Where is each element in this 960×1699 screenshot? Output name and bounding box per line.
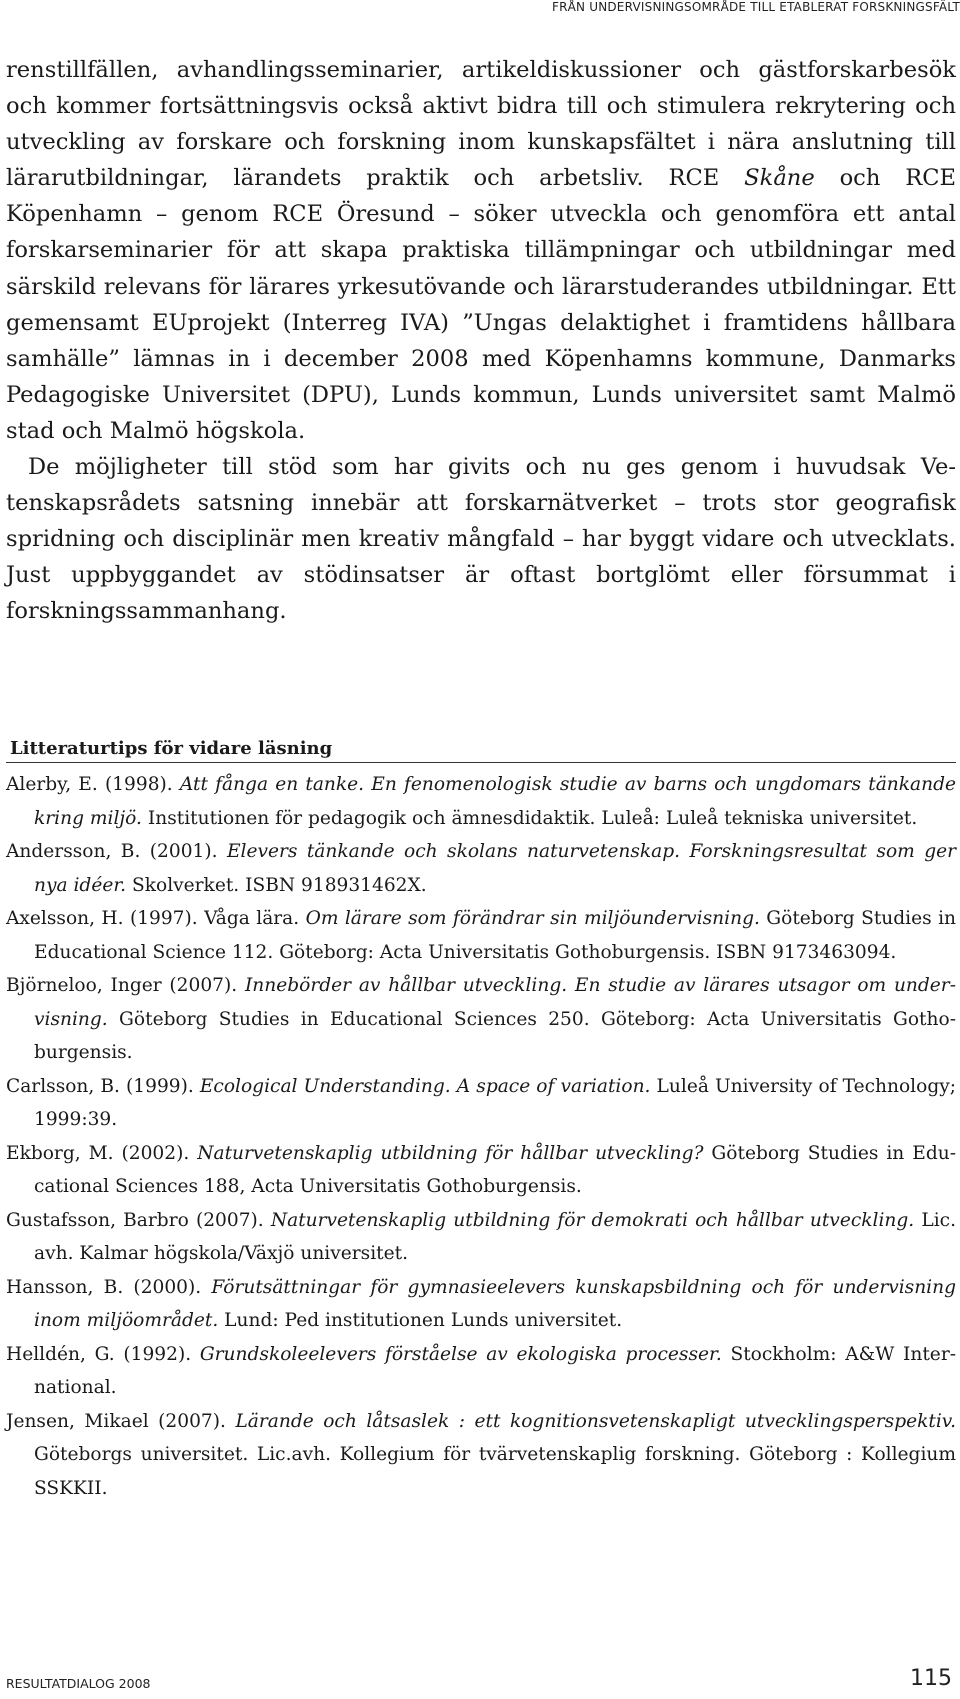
reference-item [6, 1405, 956, 1506]
body-text [6, 52, 956, 630]
reference-publisher: Stockholm: A&W International. [34, 1343, 956, 1398]
reference-title: Att fånga en tanke. En fenomenologisk studie av barns och ungdomars tänkande kring miljö. [34, 774, 956, 829]
reference-item [6, 768, 956, 835]
reference-item [6, 1070, 956, 1137]
reference-item [6, 902, 956, 969]
reference-title: Naturvetenskaplig utbildning för demokrati och hållbar utveckling. [270, 1209, 915, 1231]
reference-title: Om lärare som förändrar sin miljöundervisning. [305, 908, 760, 929]
paragraph-1-part-2: och RCE Köpenhamn – genom RCE Öresund – söker utveckla och genomföra ett antal forskarseminarier för att skapa praktiska tillämpningar och utbildningar med särskild relevans för lärares yrkesutövande och lärarstuderandes utbildningar. Ett gemensamt EUprojekt (Interreg IVA) ”Ungas delaktighet i framtidens hållbara samhälle” lämnas in i december 2008 med Köpenhamns kommune, Danmarks Pedagogiske Universitet (DPU), Lunds kommun, Lunds universitet samt Malmö stad och Malmö högskola. [6, 165, 957, 444]
reference-author: Gustafsson, Barbro (2007). [6, 1209, 271, 1231]
reference-publisher: Göteborg Studies in Educational Sciences 188, Acta Universitatis Gothoburgensis. [34, 1142, 956, 1197]
reference-publisher: Göteborg Studies in Educational Sciences 250. Göteborg: Acta Universitatis Gothoburgensis. [34, 1008, 956, 1063]
reference-author: Carlsson, B. (1999). [6, 1075, 200, 1097]
reference-item [6, 1137, 956, 1204]
reference-publisher: Institutionen för pedagogik och ämnesdidaktik. Luleå: Luleå tekniska universitet. [141, 807, 918, 829]
page-number: 115 [910, 1666, 952, 1691]
references-heading [6, 737, 956, 763]
reference-title: Naturvetenskaplig utbildning för hållbar utveckling? [197, 1142, 704, 1164]
reference-author: Andersson, B. (2001). [6, 841, 227, 862]
paragraph-2: De möjligheter till stöd som har givits och nu ges genom i huvudsak Vetenskapsrådets satsning innebär att forskarnätverket – trots stor geografisk spridning och disciplinär men kreativ mångfald – har byggt vidare och utvecklats. Just uppbyggandet av stödinsatser är oftast bortglömt eller försummat i forskningssammanhang. [6, 454, 956, 625]
reference-author: Helldén, G. (1992). [6, 1343, 200, 1365]
references-heading-label: Litteraturtips för vidare läsning [10, 738, 333, 759]
reference-author: Alerby, E. (1998). [6, 774, 180, 795]
paragraph-1-part-1: renstillfällen, avhandlingsseminarier, artikeldiskussioner och gästforskarbesök och kommer fortsättningsvis också aktivt bidra till och stimulera rekrytering och utveckling av forskare och forskning inom kunskapsfältet i nära anslutning till lärarutbildningar, lärandets praktik och arbetsliv. RCE [6, 57, 956, 192]
reference-publisher: Lic. avh. Kalmar högskola/Växjö universitet. [34, 1209, 956, 1264]
paragraph-1-italic: Skåne [744, 165, 815, 192]
reference-title: Förutsättningar för gymnasieelevers kunskapsbildning och för undervisning inom miljöområdet. [34, 1276, 957, 1331]
reference-title: Elevers tänkande och skolans naturvetenskap. Forskningsresultat som ger nya idéer. [34, 841, 957, 896]
reference-publisher: Luleå University of Technology; 1999:39. [34, 1075, 956, 1130]
reference-author: Axelsson, H. (1997). Våga lära. [6, 908, 306, 929]
reference-author: Jensen, Mikael (2007). [6, 1410, 236, 1432]
reference-title: Innebörder av hållbar utveckling. En studie av lärares utsagor om undervisning. [34, 975, 956, 1030]
reference-item [6, 835, 956, 902]
reference-author: Ekborg, M. (2002). [6, 1142, 198, 1164]
reference-item [6, 1271, 956, 1338]
reference-list [6, 768, 956, 1505]
reference-item [6, 1204, 956, 1271]
reference-publisher: Göteborg Studies in Educational Science 112. Göteborg: Acta Universitatis Gothoburgensis. ISBN 9173463094. [34, 908, 956, 963]
reference-title: Grundskoleelevers förståelse av ekologiska processer. [199, 1343, 722, 1365]
reference-author: Björneloo, Inger (2007). [6, 975, 245, 996]
reference-publisher: Göteborgs universitet. Lic.avh. Kollegium för tvärvetenskaplig forskning. Göteborg : Kollegium SSKKII. [34, 1444, 956, 1499]
footer-publication: RESULTATDIALOG 2008 [6, 1676, 151, 1691]
reference-title: Ecological Understanding. A space of variation. [199, 1075, 651, 1097]
running-header: FRÅN UNDERVISNINGSOMRÅDE TILL ETABLERAT FORSKNINGSFÄLT [551, 0, 960, 14]
paragraph-1 [6, 52, 956, 449]
reference-title: Lärande och låtsaslek : ett kognitionsvetenskapligt utvecklingsperspektiv. [235, 1410, 957, 1432]
reference-item [6, 1338, 956, 1405]
reference-author: Hansson, B. (2000). [6, 1276, 212, 1298]
reference-publisher: Skolverket. ISBN 918931462X. [126, 874, 427, 896]
reference-item [6, 969, 956, 1070]
reference-publisher: Lund: Ped institutionen Lunds universitet. [218, 1310, 623, 1331]
